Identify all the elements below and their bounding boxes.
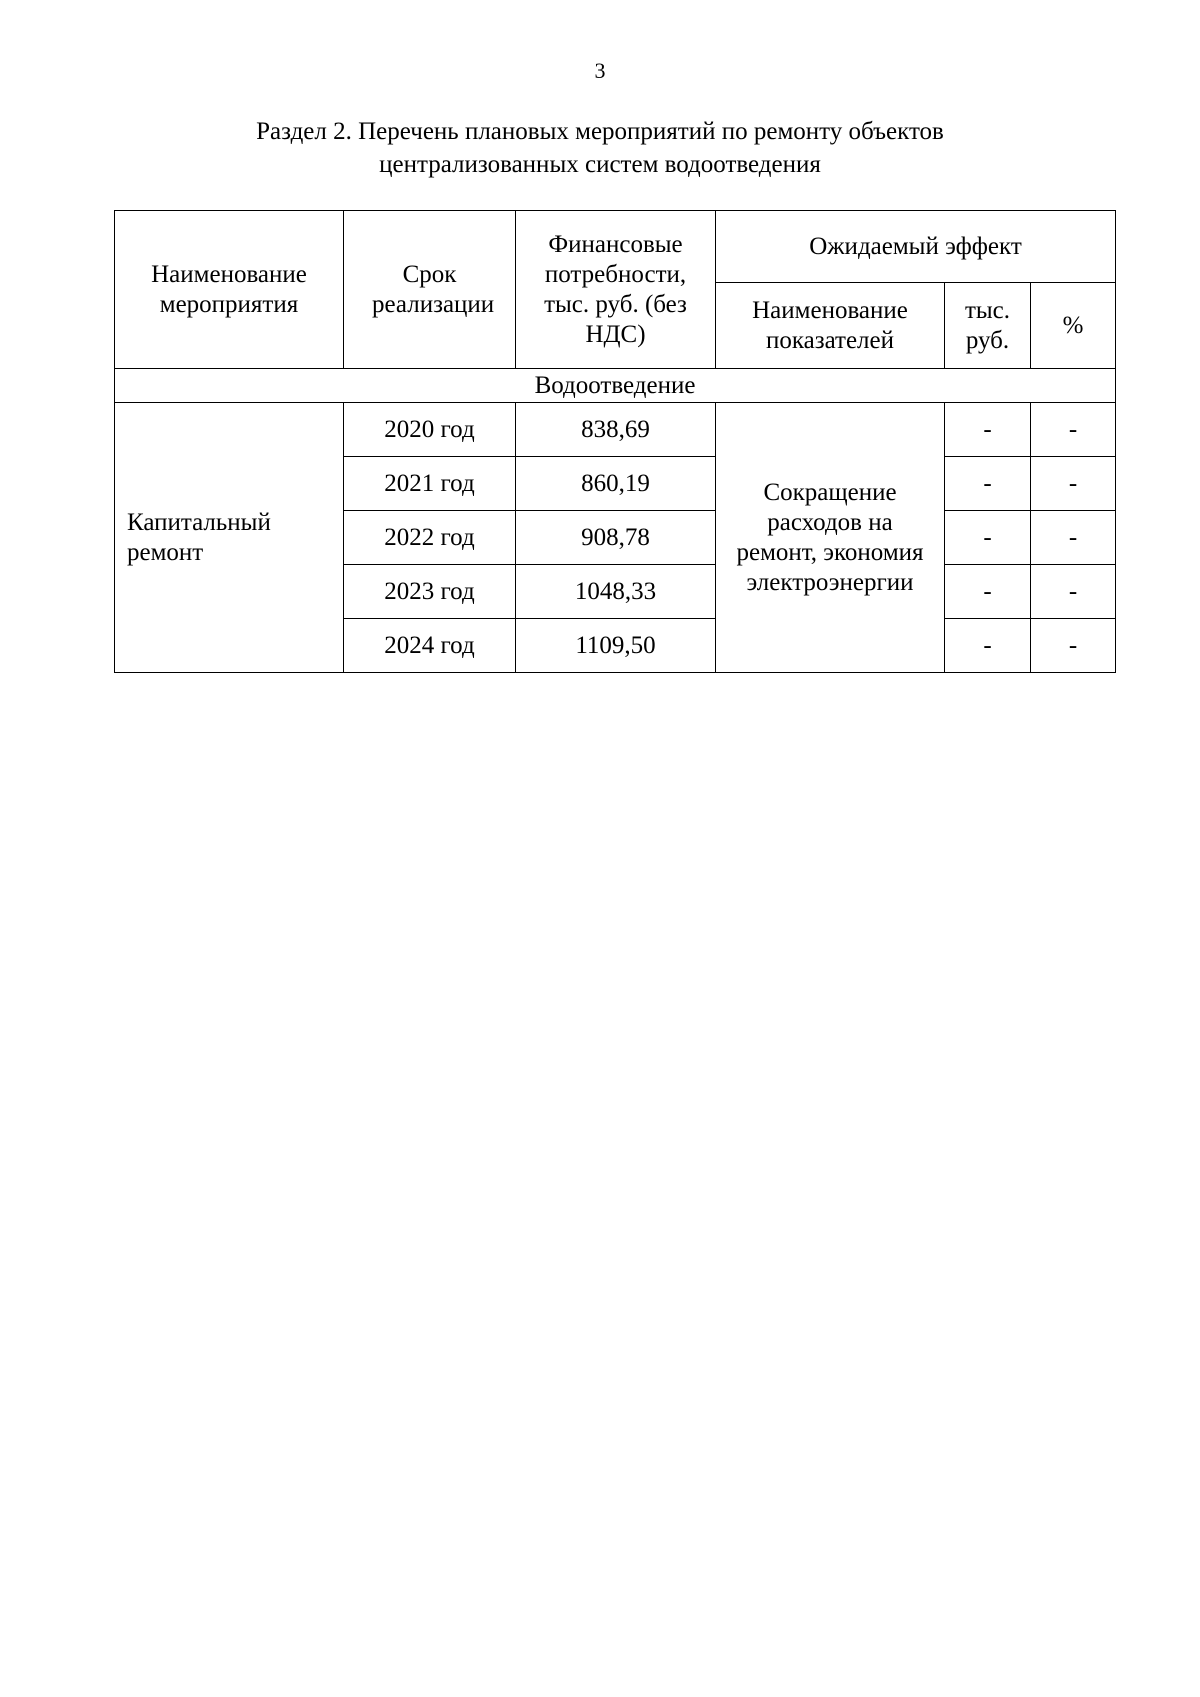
year-cell: 2024 год — [344, 619, 516, 673]
activities-table — [114, 210, 1116, 673]
header-term: Срок реализации — [344, 211, 516, 369]
section-title — [0, 115, 1200, 181]
rub-cell: - — [945, 565, 1031, 619]
percent-cell: - — [1031, 403, 1116, 457]
header-thousand-rub: тыс. руб. — [945, 283, 1031, 369]
amount-cell: 838,69 — [516, 403, 716, 457]
section-title-line-1: Раздел 2. Перечень плановых мероприятий по ремонту объектов — [256, 118, 944, 145]
amount-cell: 1048,33 — [516, 565, 716, 619]
percent-cell: - — [1031, 511, 1116, 565]
year-cell: 2023 год — [344, 565, 516, 619]
section-label: Водоотведение — [115, 369, 1116, 403]
activity-name: Капитальный ремонт — [115, 403, 344, 673]
section-title-line-2: централизованных систем водоотведения — [379, 151, 821, 178]
rub-cell: - — [945, 511, 1031, 565]
percent-cell: - — [1031, 619, 1116, 673]
header-row-1 — [115, 211, 1116, 283]
header-indicators: Наименование показателей — [716, 283, 945, 369]
header-percent: % — [1031, 283, 1116, 369]
rub-cell: - — [945, 457, 1031, 511]
year-cell: 2020 год — [344, 403, 516, 457]
percent-cell: - — [1031, 457, 1116, 511]
header-activity-name: Наименование мероприятия — [115, 211, 344, 369]
section-row — [115, 369, 1116, 403]
header-finance: Финансовые потребности, тыс. руб. (без НДС) — [516, 211, 716, 369]
amount-cell: 860,19 — [516, 457, 716, 511]
effect-description: Сокращение расходов на ремонт, экономия электроэнергии — [716, 403, 945, 673]
year-cell: 2022 год — [344, 511, 516, 565]
table-row — [115, 403, 1116, 457]
rub-cell: - — [945, 619, 1031, 673]
header-expected-effect: Ожидаемый эффект — [716, 211, 1116, 283]
amount-cell: 1109,50 — [516, 619, 716, 673]
year-cell: 2021 год — [344, 457, 516, 511]
rub-cell: - — [945, 403, 1031, 457]
percent-cell: - — [1031, 565, 1116, 619]
amount-cell: 908,78 — [516, 511, 716, 565]
page-number: 3 — [594, 58, 606, 83]
